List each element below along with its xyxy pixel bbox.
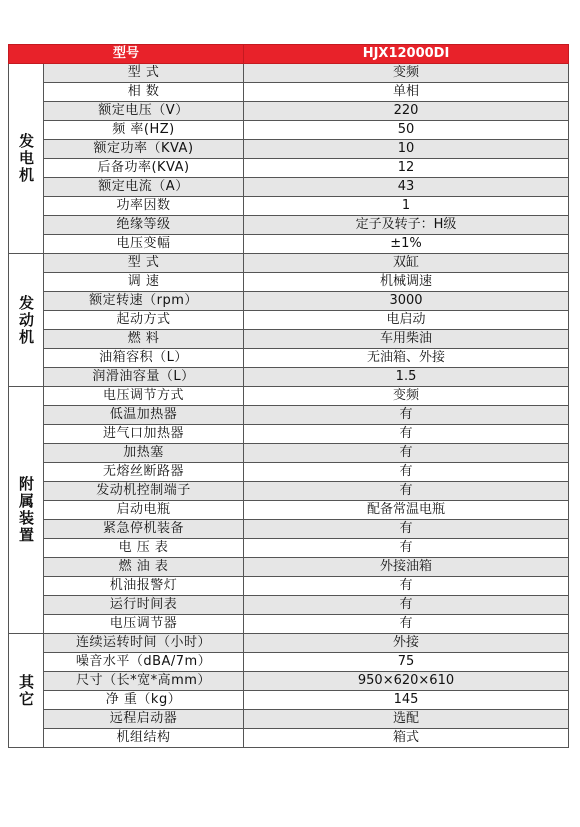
spec-value: 有 [244, 406, 569, 425]
spec-value: 950×620×610 [244, 672, 569, 691]
spec-label: 无熔丝断路器 [44, 463, 244, 482]
spec-value: 10 [244, 140, 569, 159]
spec-label: 电 压 表 [44, 539, 244, 558]
spec-row [9, 159, 569, 178]
spec-label: 进气口加热器 [44, 425, 244, 444]
spec-label: 电压变幅 [44, 235, 244, 254]
spec-label: 远程启动器 [44, 710, 244, 729]
group-label-text: 其它 [17, 673, 35, 708]
spec-label: 噪音水平（dBA/7m） [44, 653, 244, 672]
spec-row [9, 330, 569, 349]
spec-value: ±1% [244, 235, 569, 254]
spec-value: 50 [244, 121, 569, 140]
spec-value: 变频 [244, 387, 569, 406]
spec-row [9, 672, 569, 691]
spec-label: 紧急停机装备 [44, 520, 244, 539]
spec-row [9, 121, 569, 140]
spec-value: 有 [244, 425, 569, 444]
spec-value: 1.5 [244, 368, 569, 387]
group-label-text: 发动机 [17, 294, 35, 346]
spec-value: 有 [244, 482, 569, 501]
spec-value: 机械调速 [244, 273, 569, 292]
spec-row [9, 634, 569, 653]
group-label-text: 附属装置 [17, 476, 35, 544]
spec-row [9, 539, 569, 558]
spec-row [9, 349, 569, 368]
spec-label: 燃 油 表 [44, 558, 244, 577]
spec-value: 选配 [244, 710, 569, 729]
spec-label: 机油报警灯 [44, 577, 244, 596]
group-label-text: 发电机 [17, 133, 35, 184]
spec-table-body [9, 45, 569, 748]
spec-label: 连续运转时间（小时） [44, 634, 244, 653]
spec-row [9, 482, 569, 501]
spec-label: 加热塞 [44, 444, 244, 463]
spec-row [9, 501, 569, 520]
group-label [9, 254, 44, 387]
spec-row [9, 197, 569, 216]
spec-row [9, 102, 569, 121]
spec-row [9, 368, 569, 387]
spec-label: 型 式 [44, 64, 244, 83]
spec-value: 车用柴油 [244, 330, 569, 349]
spec-value: 12 [244, 159, 569, 178]
spec-label: 运行时间表 [44, 596, 244, 615]
spec-value: 75 [244, 653, 569, 672]
spec-row [9, 425, 569, 444]
spec-label: 电压调节方式 [44, 387, 244, 406]
spec-row [9, 311, 569, 330]
spec-row [9, 463, 569, 482]
group-label [9, 64, 44, 254]
spec-row [9, 558, 569, 577]
spec-value: 无油箱、外接 [244, 349, 569, 368]
spec-label: 起动方式 [44, 311, 244, 330]
spec-label: 净 重（kg） [44, 691, 244, 710]
spec-label: 机组结构 [44, 729, 244, 748]
group-label [9, 634, 44, 748]
spec-row [9, 691, 569, 710]
spec-value: 145 [244, 691, 569, 710]
spec-value: 有 [244, 615, 569, 634]
group-label [9, 387, 44, 634]
spec-label: 额定电流（A） [44, 178, 244, 197]
spec-value: 1 [244, 197, 569, 216]
spec-value: 变频 [244, 64, 569, 83]
spec-label: 型 式 [44, 254, 244, 273]
spec-value: 外接油箱 [244, 558, 569, 577]
spec-label: 后备功率(KVA) [44, 159, 244, 178]
spec-label: 功率因数 [44, 197, 244, 216]
spec-value: 有 [244, 463, 569, 482]
spec-table [8, 44, 569, 748]
spec-value: 箱式 [244, 729, 569, 748]
spec-row [9, 710, 569, 729]
spec-label: 电压调节器 [44, 615, 244, 634]
spec-label: 调 速 [44, 273, 244, 292]
spec-row [9, 729, 569, 748]
spec-label: 相 数 [44, 83, 244, 102]
spec-label: 绝缘等级 [44, 216, 244, 235]
spec-label: 润滑油容量（L） [44, 368, 244, 387]
spec-value: 定子及转子：H级 [244, 216, 569, 235]
spec-label: 油箱容积（L） [44, 349, 244, 368]
spec-value: 双缸 [244, 254, 569, 273]
spec-value: 有 [244, 577, 569, 596]
spec-row [9, 292, 569, 311]
spec-row [9, 83, 569, 102]
spec-row [9, 520, 569, 539]
spec-row [9, 254, 569, 273]
spec-label: 频 率(HZ) [44, 121, 244, 140]
spec-value: 单相 [244, 83, 569, 102]
spec-row [9, 178, 569, 197]
spec-value: 有 [244, 539, 569, 558]
spec-row [9, 273, 569, 292]
spec-row [9, 216, 569, 235]
spec-row [9, 577, 569, 596]
spec-label: 额定转速（rpm） [44, 292, 244, 311]
spec-label: 额定电压（V） [44, 102, 244, 121]
spec-value: 外接 [244, 634, 569, 653]
spec-value: 3000 [244, 292, 569, 311]
model-value: HJX12000DI [244, 45, 569, 64]
spec-row [9, 653, 569, 672]
model-label: 型号 [9, 45, 244, 64]
spec-label: 低温加热器 [44, 406, 244, 425]
spec-row [9, 140, 569, 159]
spec-value: 有 [244, 596, 569, 615]
spec-value: 220 [244, 102, 569, 121]
spec-row [9, 387, 569, 406]
header-row [9, 45, 569, 64]
spec-label: 额定功率（KVA) [44, 140, 244, 159]
spec-label: 尺寸（长*宽*高mm） [44, 672, 244, 691]
spec-label: 发动机控制端子 [44, 482, 244, 501]
spec-row [9, 444, 569, 463]
spec-value: 43 [244, 178, 569, 197]
spec-label: 启动电瓶 [44, 501, 244, 520]
spec-value: 配备常温电瓶 [244, 501, 569, 520]
spec-row [9, 596, 569, 615]
spec-value: 有 [244, 520, 569, 539]
spec-row [9, 615, 569, 634]
spec-label: 燃 料 [44, 330, 244, 349]
spec-row [9, 235, 569, 254]
spec-row [9, 64, 569, 83]
spec-row [9, 406, 569, 425]
spec-value: 有 [244, 444, 569, 463]
spec-value: 电启动 [244, 311, 569, 330]
